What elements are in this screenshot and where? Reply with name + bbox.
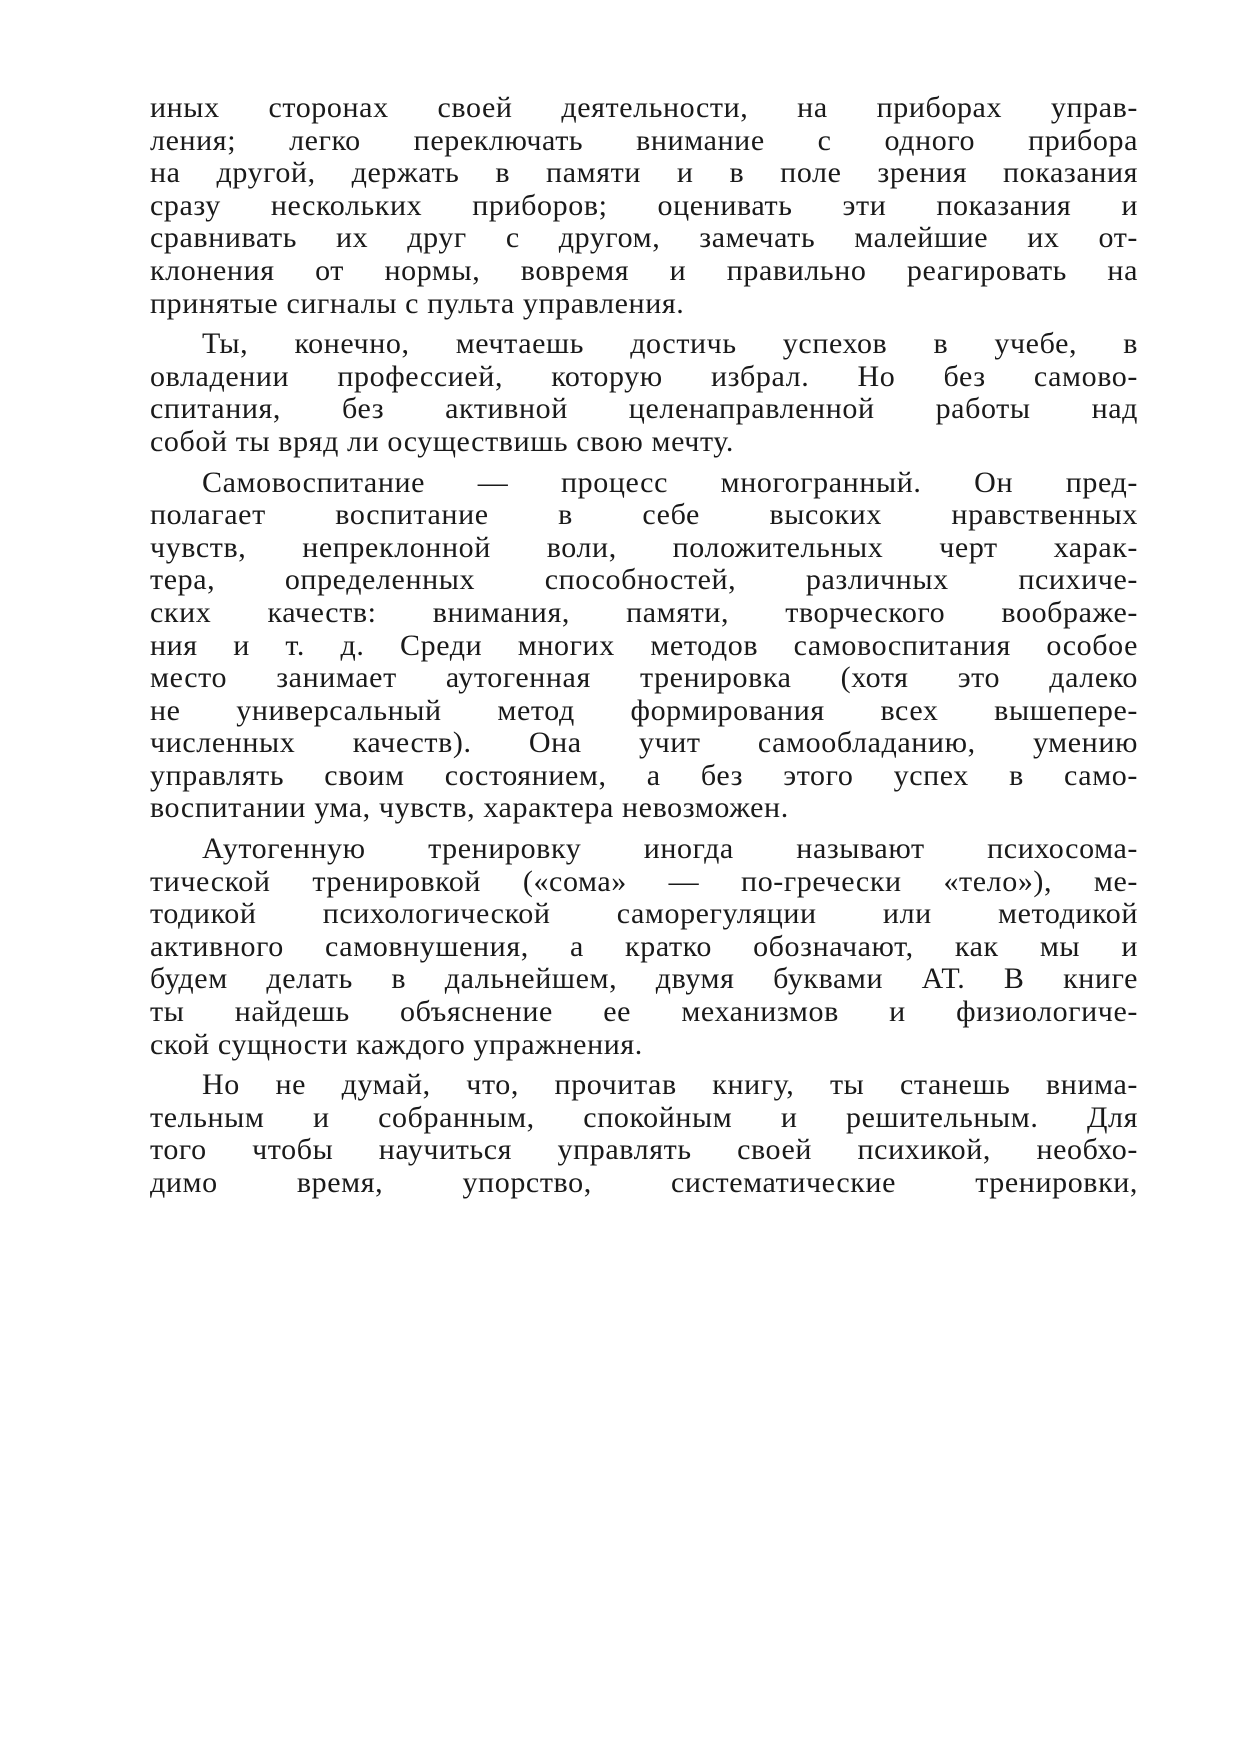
text-line: спитания, без активной целенаправленной работы над bbox=[150, 392, 1138, 426]
text-line: на другой, держать в памяти и в поле зрения показания bbox=[150, 156, 1138, 190]
text-line: ния и т. д. Среди многих методов самовоспитания особое bbox=[150, 628, 1138, 662]
text-line: ских качеств: внимания, памяти, творческого воображе- bbox=[150, 595, 1138, 629]
text-line: будем делать в дальнейшем, двумя буквами АТ. В книге bbox=[150, 962, 1138, 996]
text-line: того чтобы научиться управлять своей психикой, необхо- bbox=[150, 1133, 1138, 1167]
text-line: Самовоспитание — процесс многогранный. Он пред- bbox=[202, 465, 1138, 499]
body-text bbox=[150, 92, 1138, 1200]
text-line: сразу нескольких приборов; оценивать эти показания и bbox=[150, 188, 1138, 222]
text-line: полагает воспитание в себе высоких нравственных bbox=[150, 498, 1138, 532]
paragraph-4 bbox=[150, 833, 1138, 1061]
text-line: не универсальный метод формирования всех вышепере- bbox=[150, 693, 1138, 727]
text-line: иных сторонах своей деятельности, на приборах управ- bbox=[150, 91, 1138, 124]
text-line: воспитании ума, чувств, характера невозможен. bbox=[150, 791, 789, 825]
text-line: ты найдешь объяснение ее механизмов и физиологиче- bbox=[150, 995, 1138, 1029]
text-line: овладении профессией, которую избрал. Но без самово- bbox=[150, 359, 1138, 393]
text-line: управлять своим состоянием, а без этого успех в само- bbox=[150, 758, 1138, 792]
text-line: Но не думай, что, прочитав книгу, ты станешь внима- bbox=[202, 1068, 1138, 1102]
paragraph-1 bbox=[150, 92, 1138, 320]
text-line: димо время, упорство, систематические тренировки, bbox=[150, 1166, 1138, 1199]
text-line: принятые сигналы с пульта управления. bbox=[150, 286, 685, 320]
paragraph-3 bbox=[150, 467, 1138, 826]
text-line: Аутогенную тренировку иногда называют психосома- bbox=[202, 832, 1138, 866]
text-line: сравнивать их друг с другом, замечать малейшие их от- bbox=[150, 221, 1138, 255]
text-line: собой ты вряд ли осуществишь свою мечту. bbox=[150, 424, 734, 458]
text-line: тодикой психологической саморегуляции или методикой bbox=[150, 897, 1138, 931]
text-line: тельным и собранным, спокойным и решительным. Для bbox=[150, 1100, 1138, 1134]
text-line: чувств, непреклонной воли, положительных черт харак- bbox=[150, 530, 1138, 564]
text-line: ской сущности каждого упражнения. bbox=[150, 1027, 643, 1061]
paragraph-5 bbox=[150, 1069, 1138, 1199]
paragraph-2 bbox=[150, 328, 1138, 458]
text-line: клонения от нормы, вовремя и правильно реагировать на bbox=[150, 253, 1138, 287]
text-line: активного самовнушения, а кратко обозначают, как мы и bbox=[150, 929, 1138, 963]
text-line: место занимает аутогенная тренировка (хотя это далеко bbox=[150, 661, 1138, 695]
text-line: численных качеств). Она учит самообладанию, умению bbox=[150, 726, 1138, 760]
text-line: ления; легко переключать внимание с одного прибора bbox=[150, 123, 1138, 157]
text-line: тической тренировкой («сома» — по-гречески «тело»), ме- bbox=[150, 864, 1138, 898]
text-line: тера, определенных способностей, различных психиче- bbox=[150, 563, 1138, 597]
text-line: Ты, конечно, мечтаешь достичь успехов в учебе, в bbox=[202, 327, 1138, 361]
